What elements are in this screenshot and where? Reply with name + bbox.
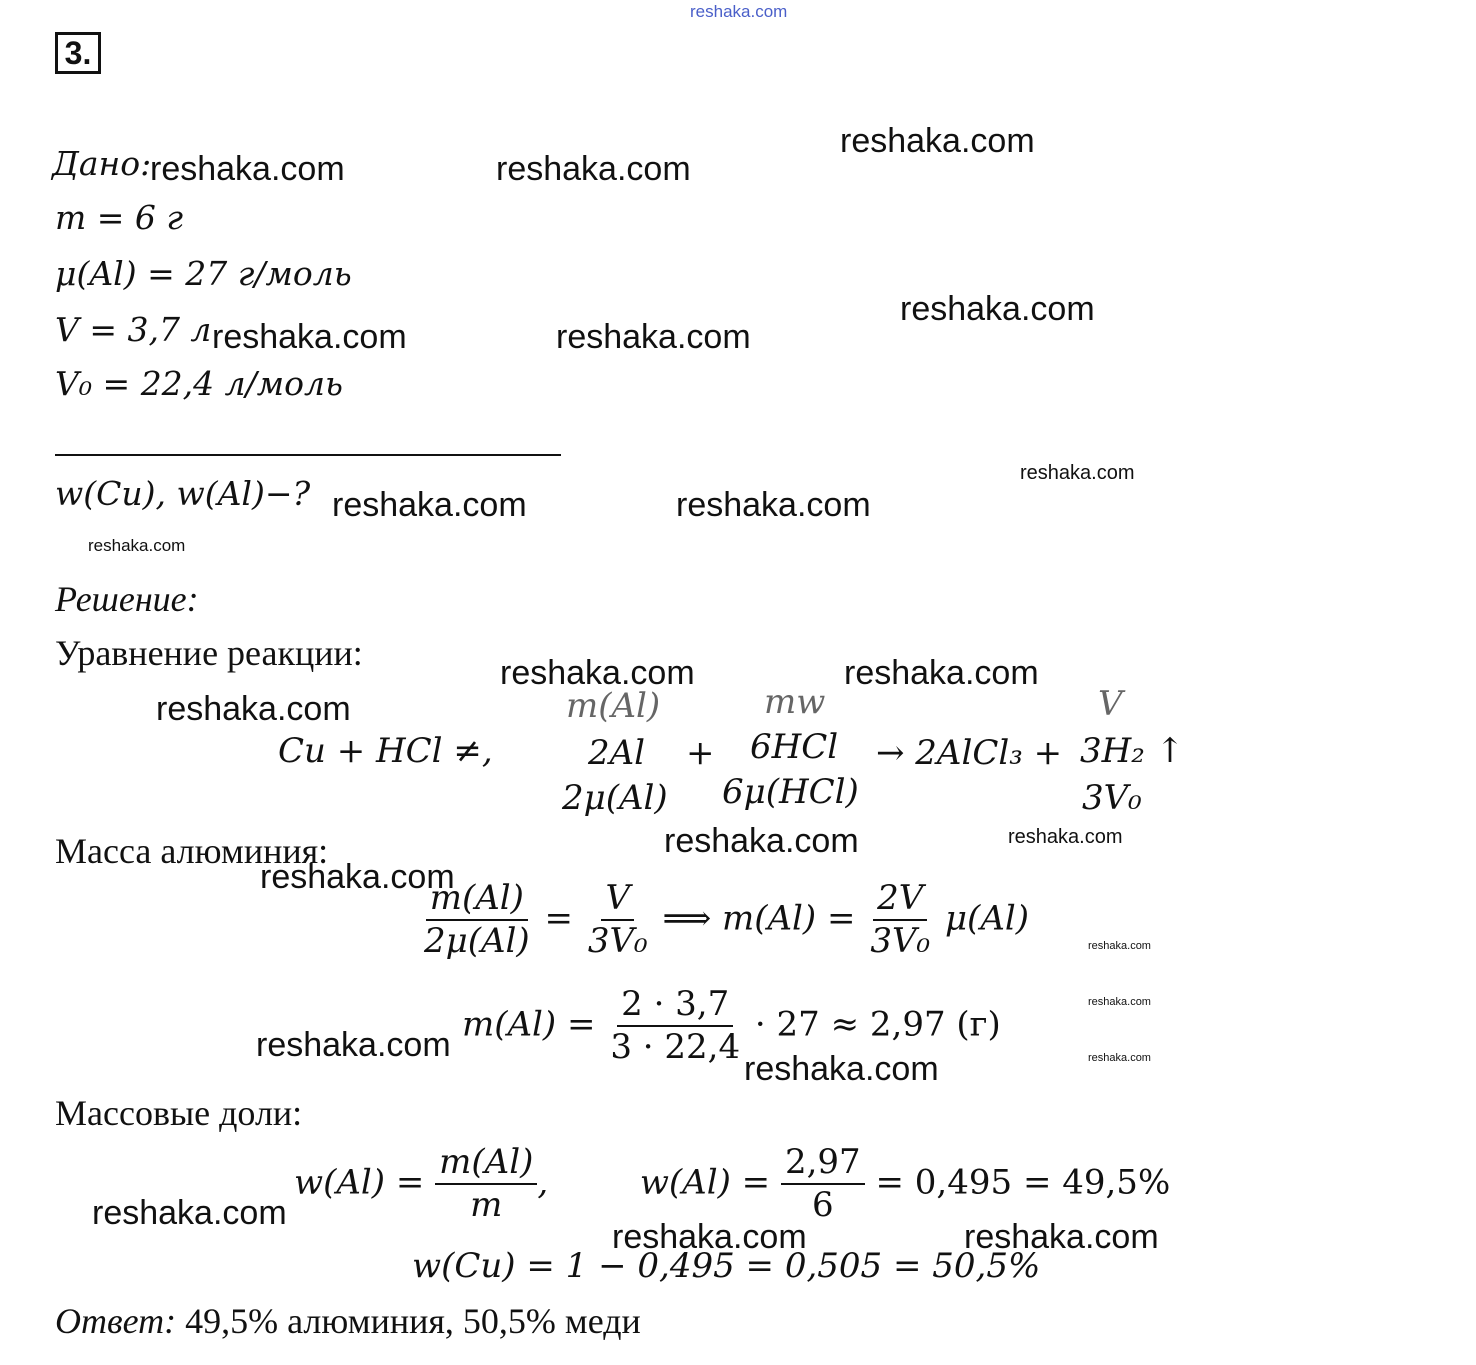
mass-label: Масса алюминия:: [55, 831, 329, 871]
given-line-mass: m = 6 г: [55, 198, 184, 237]
reaction-bottom-al: 2μ(Al): [562, 778, 668, 818]
eq2-num: 2 · 3,7: [617, 986, 733, 1027]
solution-label: Решение:: [55, 579, 199, 619]
equation-4: w(Cu) = 1 − 0,495 = 0,505 = 50,5%: [412, 1246, 1041, 1286]
find-line: w(Cu), w(Al)−?: [55, 474, 311, 513]
watermark: reshaka.com: [1020, 462, 1135, 484]
watermark: reshaka.com: [212, 318, 407, 356]
reaction-plus: +: [686, 733, 715, 773]
problem-number: 3.: [55, 32, 101, 74]
eq1-num1: m(Al): [426, 880, 528, 921]
reaction-bottom-hcl: 6μ(HCl): [722, 772, 859, 812]
eq3-lhs2: w(Al) =: [639, 1162, 771, 1203]
reaction-top-al: m(Al): [566, 686, 661, 726]
eq1-equals: =: [544, 898, 573, 939]
eq1-den1: 2μ(Al): [424, 921, 530, 962]
watermark: reshaka.com: [256, 1026, 451, 1064]
eq3-den2: 6: [812, 1185, 834, 1226]
watermark: reshaka.com: [964, 1218, 1159, 1256]
reaction-top-h2: V: [1098, 684, 1123, 724]
watermark: reshaka.com: [676, 486, 871, 524]
watermark: reshaka.com: [1008, 826, 1123, 848]
watermark: reshaka.com: [1088, 1052, 1151, 1064]
reaction-al: 2Al: [588, 733, 646, 773]
watermark: reshaka.com: [664, 822, 859, 860]
reaction-hcl: 6HCl: [750, 727, 839, 767]
watermark: reshaka.com: [556, 318, 751, 356]
watermark: reshaka.com: [496, 150, 691, 188]
watermark: reshaka.com: [1088, 940, 1151, 952]
eq1-num2: V: [601, 880, 634, 921]
equation-3: [294, 1144, 1170, 1225]
watermark: reshaka.com: [156, 690, 351, 728]
watermark: reshaka.com: [332, 486, 527, 524]
eq3-comma: ,: [537, 1162, 549, 1203]
eq3-num: m(Al): [435, 1144, 537, 1185]
watermark: reshaka.com: [840, 122, 1035, 160]
watermark: reshaka.com: [844, 654, 1039, 692]
eq1-num3: 2V: [873, 880, 927, 921]
watermark: reshaka.com: [260, 858, 455, 896]
reaction-bottom-h2: 3V₀: [1082, 778, 1142, 818]
eq1-den2: 3V₀: [587, 921, 648, 962]
eq1-implication: ⟹ m(Al) =: [662, 898, 856, 939]
reaction-top-hcl: mw: [764, 682, 826, 722]
eq2-rhs: · 27 ≈ 2,97 (г): [754, 1004, 1001, 1045]
eq1-den3: 3V₀: [870, 921, 931, 962]
fractions-label: Массовые доли:: [55, 1093, 303, 1133]
watermark: reshaka.com: [88, 536, 186, 555]
watermark: reshaka.com: [150, 150, 345, 188]
given-line-molar-volume: V₀ = 22,4 л/моль: [55, 364, 343, 403]
watermark: reshaka.com: [612, 1218, 807, 1256]
given-line-volume: V = 3,7 л: [55, 310, 212, 349]
answer-text: 49,5% алюминия, 50,5% меди: [185, 1301, 641, 1341]
given-divider: [55, 454, 561, 456]
answer-line: [55, 1300, 641, 1342]
watermark: reshaka.com: [500, 654, 695, 692]
given-label: Дано:: [52, 144, 152, 183]
watermark: reshaka.com: [1088, 996, 1151, 1008]
watermark: reshaka.com: [900, 290, 1095, 328]
equation-1: [420, 880, 1029, 961]
given-line-molar-mass: μ(Al) = 27 г/моль: [55, 254, 352, 293]
watermark: reshaka.com: [92, 1194, 287, 1232]
eq3-num2: 2,97: [781, 1144, 865, 1185]
eq2-lhs: m(Al) =: [462, 1004, 596, 1045]
reaction-product: → 2AlCl₃ +: [876, 733, 1063, 773]
eq2-den: 3 · 22,4: [610, 1027, 741, 1068]
reaction-cu: Cu + HCl ≠,: [278, 731, 493, 771]
reaction-label: Уравнение реакции:: [55, 633, 363, 673]
reaction-h2: 3H₂ ↑: [1080, 731, 1185, 771]
answer-label: Ответ:: [55, 1301, 177, 1341]
eq3-rhs: = 0,495 = 49,5%: [875, 1162, 1171, 1203]
eq1-tail: μ(Al): [944, 898, 1030, 939]
header-watermark: reshaka.com: [690, 2, 788, 21]
eq3-den: m: [470, 1185, 503, 1226]
eq3-lhs: w(Al) =: [294, 1162, 425, 1203]
watermark: reshaka.com: [744, 1050, 939, 1088]
